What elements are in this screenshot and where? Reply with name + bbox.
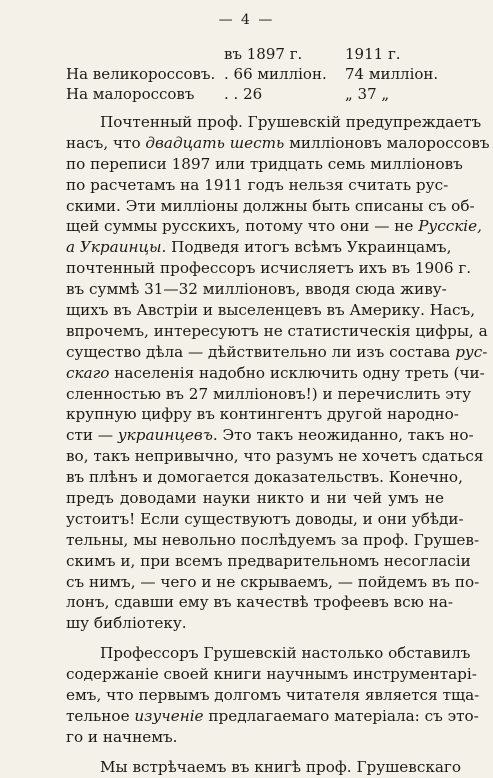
- text-line: почтенный профессоръ исчисляетъ ихъ въ 1906 г.: [66, 259, 472, 278]
- text-line: емъ, что первымъ долгомъ читателя является тща-: [66, 686, 480, 705]
- text-line: щей суммы русскихъ, потому что они — не Русскіе,: [66, 217, 482, 236]
- text-line: Мы встрѣчаемъ въ книгѣ проф. Грушевскаго: [100, 757, 461, 776]
- text-line: въ суммѣ 31—32 милліоновъ, вводя сюда живу-: [66, 280, 447, 299]
- text-line: впрочемъ, интересуютъ не статистическія цифры, а: [66, 321, 488, 340]
- page-number: — 4 —: [218, 12, 275, 28]
- text-line: насъ, что двадцать шесть милліоновъ малороссовъ: [66, 133, 490, 152]
- body-text: [66, 112, 490, 778]
- population-table: [66, 44, 446, 104]
- text-line: существо дѣла — дѣйствительно ли изъ состава рус-: [66, 342, 488, 361]
- text-line: предъ доводами науки никто и ни чей умъ не: [66, 489, 444, 508]
- text-line: сти — украинцевъ. Это такъ неожиданно, такъ но-: [66, 426, 474, 445]
- text-line: тельное изученіе предлагаемаго матеріала: съ это-: [66, 706, 479, 725]
- value-1897: . 66 милліон.: [224, 65, 327, 83]
- value-1911: „ 37 „: [345, 85, 390, 103]
- year-1897-header: въ 1897 г.: [224, 45, 303, 63]
- text-line: лонъ, сдавши ему въ качествѣ трофеевъ всю на-: [66, 593, 453, 612]
- table-row: [66, 64, 446, 84]
- year-1911-header: 1911 г.: [345, 45, 401, 63]
- text-line: Почтенный проф. Грушевскій предупреждаетъ: [100, 113, 482, 131]
- text-line: шу библіотеку.: [66, 614, 187, 633]
- paragraph: [66, 112, 490, 634]
- table-header-row: [66, 44, 446, 64]
- row-label: На великороссовъ.: [66, 65, 216, 83]
- text-line: съ нимъ, — чего и не скрываемъ, — пойдемъ въ по-: [66, 572, 480, 591]
- text-line: щихъ въ Австріи и выселенцевъ въ Америку. Насъ,: [66, 301, 476, 320]
- text-line: скаго населенія надобно исключить одну треть (чи-: [66, 363, 485, 382]
- text-line: крупную цифру въ контингентъ другой народно-: [66, 405, 459, 424]
- row-label: На малороссовъ: [66, 85, 195, 103]
- text-line: скими. Эти милліоны должны быть списаны съ об-: [66, 196, 475, 215]
- text-line: а Украинцы. Подведя итогъ всѣмъ Украинцамъ,: [66, 238, 452, 257]
- text-line: содержаніе своей книги научнымъ инструментарі-: [66, 665, 477, 684]
- text-line: устоитъ! Если существуютъ доводы, и они убѣди-: [66, 509, 464, 528]
- value-1911: 74 милліон.: [345, 65, 439, 83]
- value-1897: . . 26: [224, 85, 263, 103]
- paragraph-gap: [66, 748, 444, 757]
- text-line: тельны, мы невольно послѣдуемъ за проф. Грушев-: [66, 530, 480, 549]
- paragraph: [66, 643, 480, 747]
- table-row: [66, 84, 446, 104]
- paragraph: [66, 757, 461, 778]
- text-line: по расчетамъ на 1911 годъ нельзя считать рус-: [66, 175, 449, 194]
- text-line: го и начнемъ.: [66, 727, 178, 746]
- text-line: Профессоръ Грушевскій настолько обставилъ: [100, 644, 471, 663]
- text-line: по переписи 1897 или тридцать семь милліоновъ: [66, 154, 463, 173]
- text-line: въ плѣнъ и домогается доказательствъ. Конечно,: [66, 468, 463, 487]
- paragraph-gap: [66, 634, 444, 643]
- text-line: во, такъ непривычно, что разумъ не хочетъ сдаться: [66, 447, 484, 466]
- text-line: сленностью въ 27 милліоновъ!) и перечислить эту: [66, 384, 472, 403]
- text-line: скимъ и, при всемъ предварительномъ несогласіи: [66, 551, 471, 570]
